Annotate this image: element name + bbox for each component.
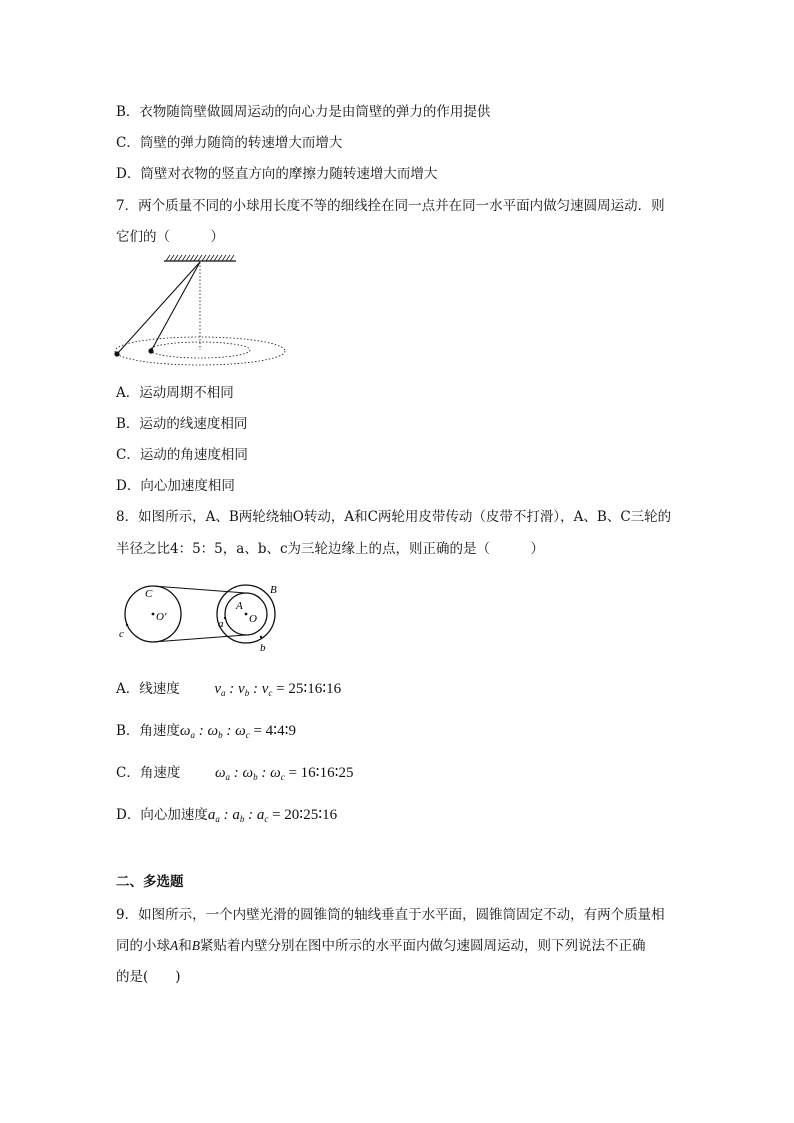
label-a: a xyxy=(218,618,224,630)
q8-option-b-formula: $\omega_a$ : $\omega_b$ : $\omega_c$ = 4∶4∶9 xyxy=(179,723,296,740)
q8-option-d xyxy=(116,806,337,828)
label-c: c xyxy=(119,628,124,640)
q9-stem-line2: 同的小球A和B紧贴着内壁分别在图中所示的水平面内做匀速圆周运动，则下列说法不正确 xyxy=(116,938,646,954)
q6-option-c: C．筒壁的弹力随筒的转速增大而增大 xyxy=(116,135,343,151)
q8-option-b-label: B．角速度 xyxy=(116,723,180,739)
q8-option-d-label: D．向心加速度 xyxy=(116,807,208,823)
q7-stem-line2: 它们的（ ） xyxy=(116,229,224,245)
q8-option-c xyxy=(116,764,354,786)
q8-option-a xyxy=(116,680,341,702)
q8-stem-line1: 8．如图所示，A、B两轮绕轴O转动，A和C两轮用皮带传动（皮带不打滑），A、B、C三轮的 xyxy=(116,509,672,525)
label-O-prime: O′ xyxy=(156,611,167,623)
section-heading-multiple-choice: 二、多选题 xyxy=(116,874,184,890)
conical-pendulum-figure xyxy=(110,252,295,367)
q9-stem-line3: 的是( ) xyxy=(116,969,181,985)
q8-option-a-formula: $v_a$ : $v_b$ : $v_c$ = 25∶16∶16 xyxy=(214,681,342,698)
q6-option-d: D．筒壁对衣物的竖直方向的摩擦力随转速增大而增大 xyxy=(116,166,438,182)
label-B: B xyxy=(270,584,277,596)
q7-option-b: B．运动的线速度相同 xyxy=(116,416,248,432)
label-O: O xyxy=(249,613,257,625)
q6-option-b: B．衣物随筒壁做圆周运动的向心力是由筒壁的弹力的作用提供 xyxy=(116,104,491,120)
label-A: A xyxy=(236,600,243,612)
ball-b-label: B xyxy=(191,938,200,953)
q9-stem-line1: 9．如图所示，一个内壁光滑的圆锥筒的轴线垂直于水平面，圆锥筒固定不动，有两个质量相 xyxy=(116,907,665,923)
ball-a-label: A xyxy=(170,938,179,953)
q8-option-d-formula: $a_a$ : $a_b$ : $a_c$ = 20∶25∶16 xyxy=(207,807,338,824)
q7-stem-line1: 7．两个质量不同的小球用长度不等的细线拴在同一点并在同一水平面内做匀速圆周运动．则 xyxy=(116,198,665,214)
q8-stem-line2: 半径之比4：5：5，a、b、c为三轮边缘上的点，则正确的是（ ） xyxy=(116,541,545,557)
label-C: C xyxy=(145,588,153,600)
q7-option-c: C．运动的角速度相同 xyxy=(116,447,248,463)
label-b: b xyxy=(260,642,266,654)
q7-option-a: A．运动周期不相同 xyxy=(116,385,234,401)
q8-option-c-label: C．角速度 xyxy=(116,765,181,781)
q7-option-d: D．向心加速度相同 xyxy=(116,478,235,494)
q8-option-c-formula: $\omega_a$ : $\omega_b$ : $\omega_c$ = 16∶16∶25 xyxy=(214,765,354,782)
q8-option-a-label: A．线速度 xyxy=(116,681,180,697)
belt-pulley-figure xyxy=(115,576,290,658)
q8-option-b xyxy=(116,722,296,744)
